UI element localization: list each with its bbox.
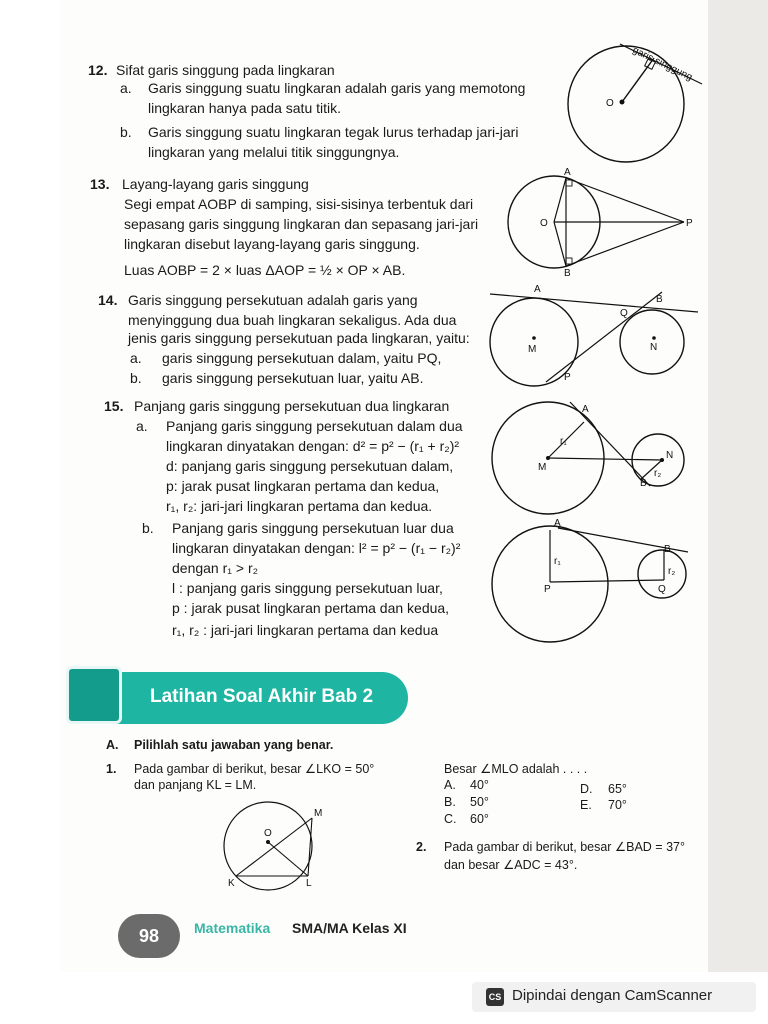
item-15b-label: b.	[142, 520, 154, 536]
figq1-label-m: M	[314, 808, 323, 819]
fig15a-label-r1: r₁	[560, 436, 567, 447]
fig13-label-a: A	[564, 167, 571, 178]
item-12b-line1: Garis singgung suatu lingkaran tegak lurus terhadap jari-jari	[148, 124, 519, 140]
fig15b-label-q: Q	[658, 584, 666, 595]
item-13-line1: Segi empat AOBP di samping, sisi-sisinya terbentuk dari	[124, 196, 474, 212]
q2-number: 2.	[416, 840, 427, 854]
q1-option-e-label: E.	[580, 798, 592, 812]
part-label: A.	[106, 738, 119, 752]
part-title: Pilihlah satu jawaban yang benar.	[134, 738, 334, 752]
figq1-label-l: L	[306, 878, 312, 889]
q1-number: 1.	[106, 762, 117, 776]
fig15b-label-p: P	[544, 584, 551, 595]
item-12a-label: a.	[120, 80, 132, 96]
item-15b-line3: dengan r₁ > r₂	[172, 560, 259, 576]
item-13-formula: Luas AOBP = 2 × luas ΔAOP = ½ × OP × AB.	[124, 262, 406, 278]
item-15a-line2: lingkaran dinyatakan dengan: d² = p² − (r₁ + r₂)²	[166, 438, 460, 454]
q1-option-c-label: C.	[444, 812, 457, 826]
fig13-label-p: P	[686, 218, 693, 229]
item-15a-line3: d: panjang garis singgung persekutuan dalam,	[166, 458, 454, 474]
q1-option-d-value: 65°	[608, 782, 627, 796]
item-14-line3: jenis garis singgung persekutuan pada lingkaran, yaitu:	[128, 330, 470, 346]
item-12b-label: b.	[120, 124, 132, 140]
fig15b-label-r2: r₂	[668, 566, 676, 577]
fig14-label-n: N	[650, 342, 658, 353]
footer-level: SMA/MA Kelas XI	[292, 920, 407, 936]
item-15-number: 15.	[104, 398, 124, 414]
item-15a-line5: r₁, r₂: jari-jari lingkaran pertama dan kedua.	[166, 498, 433, 514]
fig13-label-o: O	[540, 218, 548, 229]
item-15b-line1: Panjang garis singgung persekutuan luar dua	[172, 520, 454, 536]
fig13-label-b: B	[564, 268, 571, 279]
item-12b-line2: lingkaran yang melalui titik singgungnya.	[148, 144, 400, 160]
fig14-label-q: Q	[620, 308, 628, 319]
scan-margin	[708, 0, 768, 972]
figure-common-tangents	[490, 282, 700, 394]
fig14-label-m: M	[528, 344, 537, 355]
fig15a-label-r2: r₂	[654, 468, 662, 479]
fig15a-label-m: M	[538, 462, 547, 473]
item-12-title: Sifat garis singgung pada lingkaran	[116, 62, 335, 78]
item-15a-line4: p: jarak pusat lingkaran pertama dan kedua,	[166, 478, 440, 494]
q1-option-b-label: B.	[444, 795, 456, 809]
item-14a-text: garis singgung persekutuan dalam, yaitu PQ,	[162, 350, 442, 366]
fig12-tangent-label: garis singgung	[630, 44, 694, 84]
fig15a-label-a: A	[582, 404, 589, 415]
figure-external-tangent	[492, 518, 698, 650]
item-12a-line2: lingkaran hanya pada satu titik.	[148, 100, 342, 116]
item-15b-line6: r₁, r₂ : jari-jari lingkaran pertama dan kedua	[172, 622, 439, 638]
item-14b-text: garis singgung persekutuan luar, yaitu AB.	[162, 370, 424, 386]
q2-line1: Pada gambar di berikut, besar ∠BAD = 37°	[444, 840, 685, 854]
item-15b-line2: lingkaran dinyatakan dengan: l² = p² − (r₁ − r₂)²	[172, 540, 461, 556]
fig15a-label-b: B	[640, 478, 647, 489]
q1-option-e-value: 70°	[608, 798, 627, 812]
item-14-line1: Garis singgung persekutuan adalah garis yang	[128, 292, 418, 308]
footer-subject: Matematika	[194, 920, 271, 936]
fig15b-label-b: B	[664, 544, 671, 555]
q1-option-d-label: D.	[580, 782, 593, 796]
fig15b-label-r1: r₁	[554, 556, 561, 567]
q1-line1: Pada gambar di berikut, besar ∠LKO = 50°	[134, 762, 375, 776]
item-15-title: Panjang garis singgung persekutuan dua lingkaran	[134, 398, 450, 414]
figure-q1-circle	[214, 802, 334, 894]
fig15b-label-a: A	[554, 518, 561, 529]
item-15a-label: a.	[136, 418, 148, 434]
fig15a-label-n: N	[666, 450, 674, 461]
page-number: 98	[118, 914, 180, 958]
item-13-line2: sepasang garis singgung lingkaran dan sepasang jari-jari	[124, 216, 479, 232]
item-13-title: Layang-layang garis singgung	[122, 176, 309, 192]
camscanner-logo-icon: CS	[486, 988, 504, 1006]
item-15a-line1: Panjang garis singgung persekutuan dalam dua	[166, 418, 463, 434]
item-13-line3: lingkaran disebut layang-layang garis singgung.	[124, 236, 420, 252]
q1-question: Besar ∠MLO adalah . . . .	[444, 762, 588, 776]
q1-line2: dan panjang KL = LM.	[134, 778, 257, 792]
item-12a-line1: Garis singgung suatu lingkaran adalah garis yang memotong	[148, 80, 526, 96]
item-14-number: 14.	[98, 292, 118, 308]
item-14b-label: b.	[130, 370, 142, 386]
section-title: Latihan Soal Akhir Bab 2	[150, 686, 374, 707]
q2-line2: dan besar ∠ADC = 43°.	[444, 858, 578, 872]
q1-option-c-value: 60°	[470, 812, 489, 826]
q1-option-b-value: 50°	[470, 795, 489, 809]
fig12-label-o: O	[606, 98, 614, 109]
item-14-line2: menyinggung dua buah lingkaran sekaligus. Ada dua	[128, 312, 457, 328]
scanner-text: Dipindai dengan CamScanner	[512, 987, 713, 1004]
item-14a-label: a.	[130, 350, 142, 366]
fig14-label-b: B	[656, 294, 663, 305]
book-icon	[66, 666, 122, 724]
item-12-number: 12.	[88, 62, 108, 78]
figure-kite	[500, 166, 700, 278]
figq1-label-o: O	[264, 828, 272, 839]
figure-internal-tangent	[490, 400, 696, 516]
q1-option-a-label: A.	[444, 778, 456, 792]
item-13-number: 13.	[90, 176, 110, 192]
figure-tangent-circle	[560, 40, 710, 170]
fig14-label-p: P	[564, 372, 571, 383]
item-15b-line4: l : panjang garis singgung persekutuan luar,	[172, 580, 443, 596]
item-15b-line5: p : jarak pusat lingkaran pertama dan kedua,	[172, 600, 450, 616]
q1-option-a-value: 40°	[470, 778, 489, 792]
figq1-label-k: K	[228, 878, 235, 889]
fig14-label-a: A	[534, 284, 541, 295]
